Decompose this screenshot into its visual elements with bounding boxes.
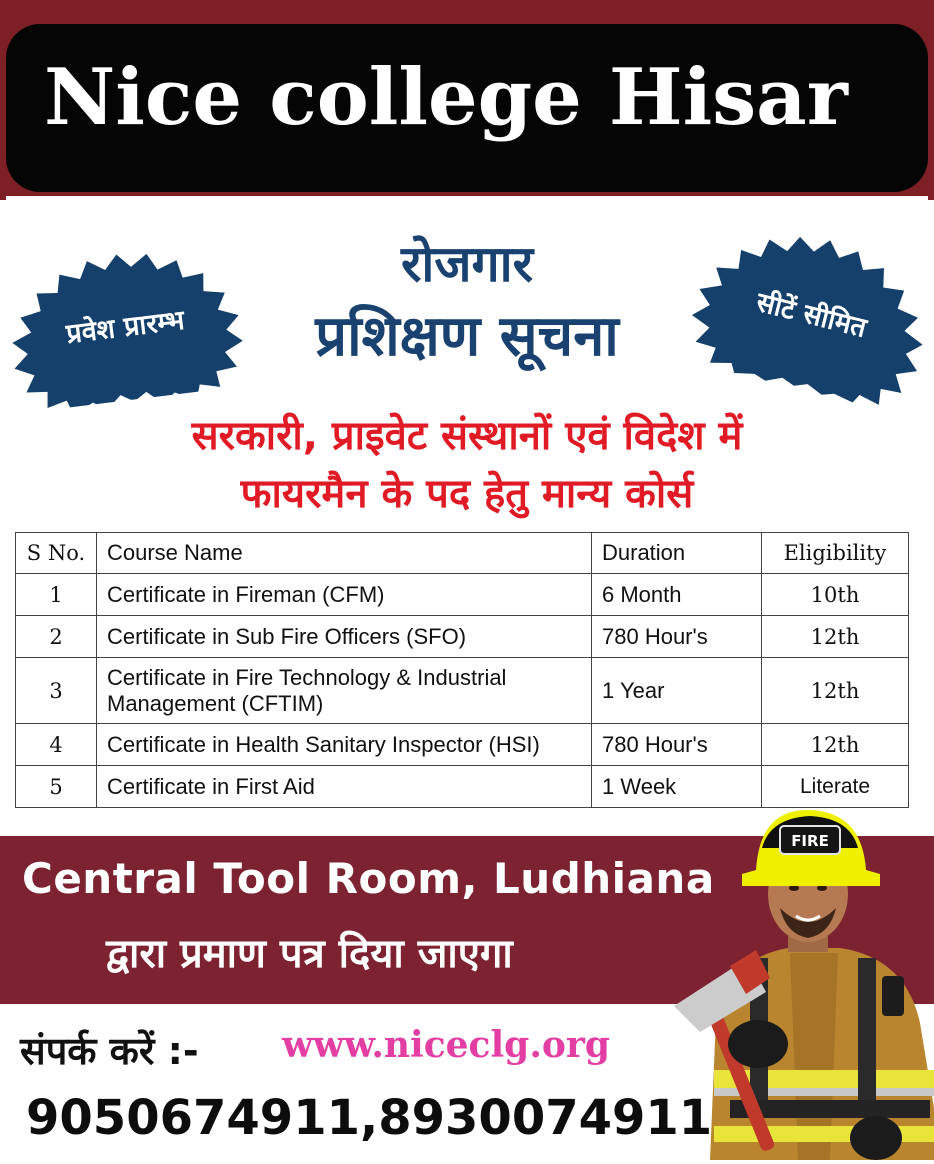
row-sno: 2 <box>16 616 97 658</box>
badge-right-label: सीटें सीमित <box>753 286 870 344</box>
helmet-label: FIRE <box>791 832 829 850</box>
row-duration: 1 Week <box>592 766 762 808</box>
heading-line-2: प्रशिक्षण सूचना <box>315 304 619 369</box>
certificate-title: Central Tool Room, Ludhiana <box>22 854 715 903</box>
row-eligibility: 12th <box>762 616 909 658</box>
header-sno: S No. <box>16 533 97 574</box>
courses-table <box>15 532 909 808</box>
fireman-icon <box>670 808 934 1160</box>
row-sno: 1 <box>16 574 97 616</box>
row-duration: 1 Year <box>592 658 762 724</box>
row-course-name-line-1: Certificate in Fire Technology & Industrial <box>107 664 507 690</box>
header-course-name: Course Name <box>97 533 592 574</box>
header-eligibility: Eligibility <box>762 533 909 574</box>
website-link[interactable]: www.niceclg.org <box>282 1024 611 1066</box>
row-eligibility: Literate <box>762 766 909 808</box>
row-eligibility: 10th <box>762 574 909 616</box>
heading-line-1: रोजगार <box>400 235 534 293</box>
row-eligibility: 12th <box>762 658 909 724</box>
row-course-name: Certificate in Sub Fire Officers (SFO) <box>97 616 592 658</box>
badge-left-label: प्रवेश प्रारम्भ <box>64 304 187 350</box>
row-course-name-line-2: Management (CFTIM) <box>107 690 324 716</box>
row-duration: 780 Hour's <box>592 616 762 658</box>
table-row <box>16 616 909 658</box>
row-course-name: Certificate in Health Sanitary Inspector (HSI) <box>97 724 592 766</box>
row-duration: 780 Hour's <box>592 724 762 766</box>
subheading-line-2: फायरमैन के पद हेतु मान्य कोर्स <box>240 471 694 517</box>
fireman-illustration <box>670 808 934 1160</box>
row-eligibility: 12th <box>762 724 909 766</box>
header-duration: Duration <box>592 533 762 574</box>
row-course-name: Certificate in First Aid <box>97 766 592 808</box>
row-sno: 4 <box>16 724 97 766</box>
admission-open-badge <box>0 236 252 414</box>
row-sno: 3 <box>16 658 97 724</box>
row-course-name <box>97 658 592 724</box>
phone-numbers[interactable]: 9050674911,8930074911 <box>26 1090 713 1146</box>
certificate-subtitle: द्वारा प्रमाण पत्र दिया जाएगा <box>106 931 513 977</box>
row-sno: 5 <box>16 766 97 808</box>
row-duration: 6 Month <box>592 574 762 616</box>
table-row <box>16 724 909 766</box>
table-header-row <box>16 533 909 574</box>
table-row <box>16 574 909 616</box>
contact-label: संपर्क करें :- <box>20 1029 199 1073</box>
row-course-name: Certificate in Fireman (CFM) <box>97 574 592 616</box>
page-title: Nice college Hisar <box>44 52 848 143</box>
table-row <box>16 766 909 808</box>
table-row <box>16 658 909 724</box>
subheading-line-1: सरकारी, प्राइवेट संस्थानों एवं विदेश में <box>191 413 743 459</box>
